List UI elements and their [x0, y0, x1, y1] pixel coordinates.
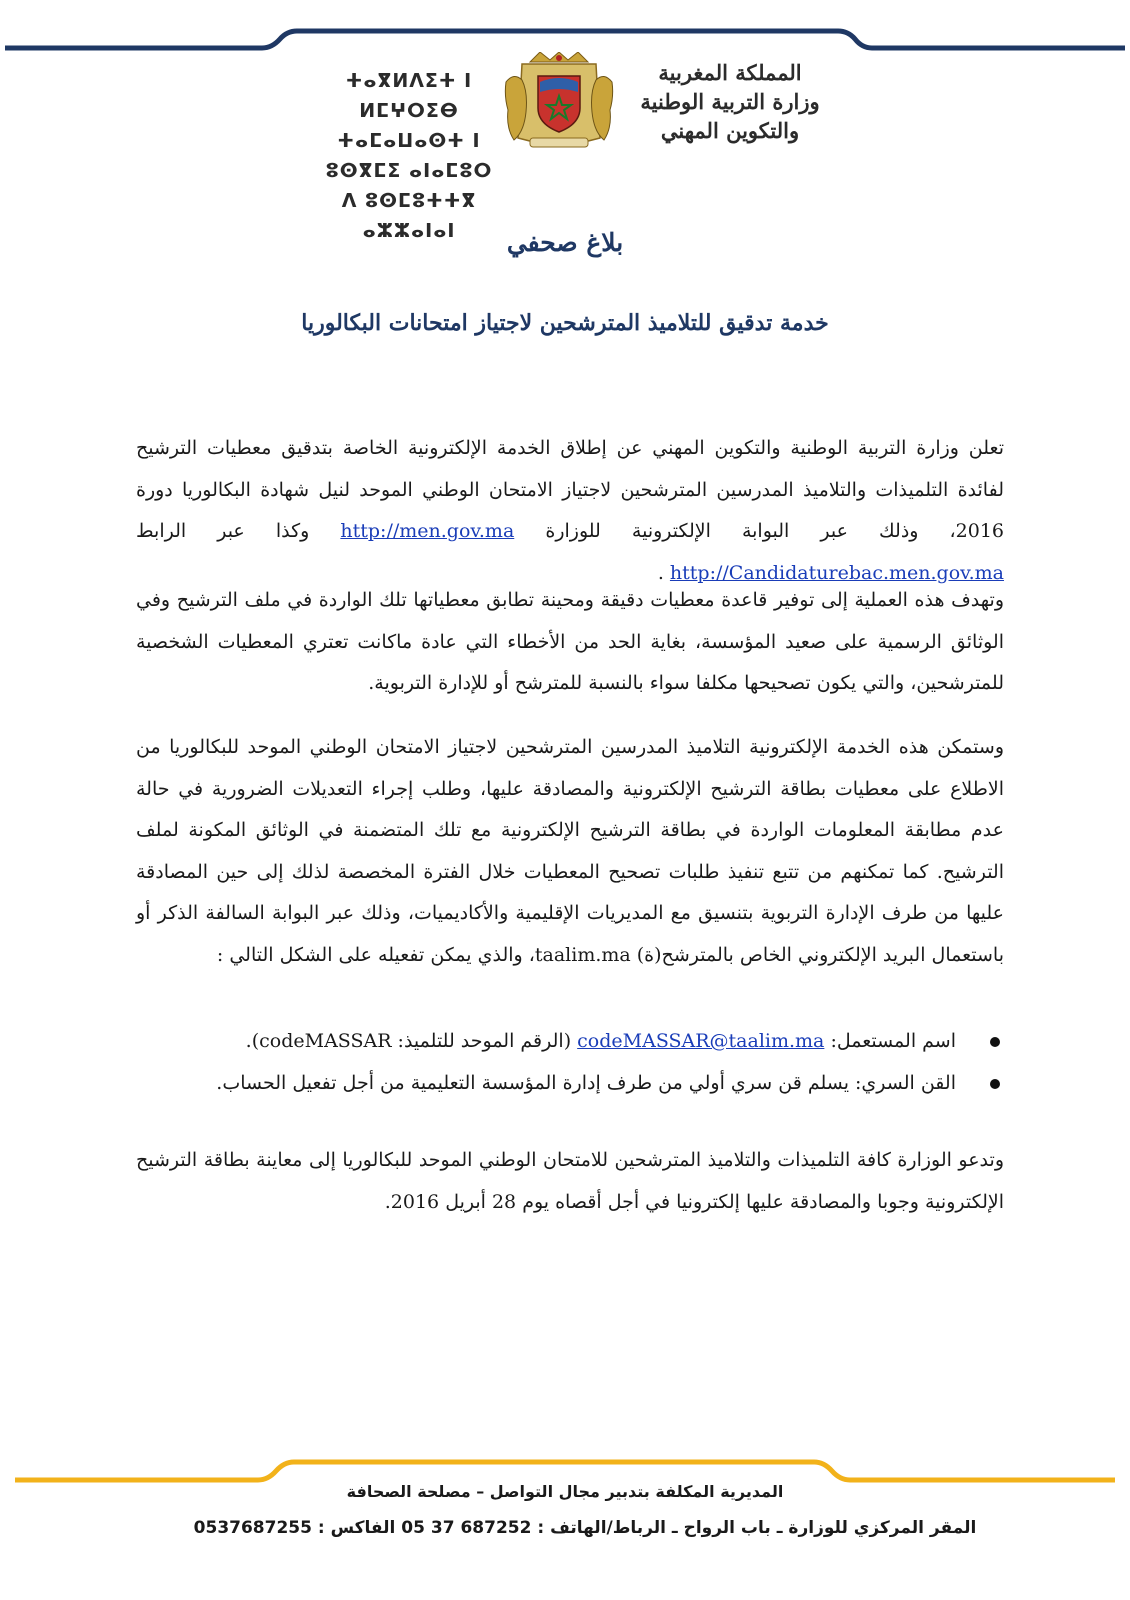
page-title: بلاغ صحفي [506, 228, 624, 257]
username-label: اسم المستعمل: [830, 1030, 956, 1052]
account-bullet-list [136, 1020, 1004, 1104]
announcement-connector: وكذا عبر الرابط [136, 520, 310, 542]
bullet-dot [990, 1079, 1000, 1089]
candidature-link[interactable]: http://Candidaturebac.men.gov.ma [669, 561, 1004, 584]
bullet-dot [990, 1037, 1000, 1047]
ministry-portal-link[interactable]: http://men.gov.ma [340, 520, 515, 542]
tifinagh-ministry-name: ⵜⴰⴳⵍⴷⵉⵜ ⵏ ⵍⵎⵖⵔⵉⴱ ⵜⴰⵎⴰⵡⴰⵙⵜ ⵏ ⵓⵙⴳⵎⵉ ⴰⵏⴰⵎⵓⵔ ⴷ ⵓⵙⵎⵓⵜⵜⴳ ⴰⵣⵣⴰⵏⴰⵏ [325, 70, 493, 242]
ministry-name-arabic: المملكة المغربية وزارة التربية الوطنية والتكوين المهني [640, 60, 820, 143]
footer-rule [0, 1458, 1130, 1484]
paragraph-announcement [136, 428, 1004, 594]
header-rule [0, 28, 1130, 54]
list-item [136, 1062, 956, 1104]
paragraph-call-to-action: وتدعو الوزارة كافة التلميذات والتلاميذ المترشحين للامتحان الوطني الموحد للبكالوريا إلى معاينة بطاقة الترشيح الإلكترونية وجوبا والمصادقة عليها إلكترونيا في أجل أقصاه يوم 28 أبريل 2016. [136, 1149, 1004, 1213]
password-text: القن السري: يسلم قن سري أولي من طرف إدارة المؤسسة التعليمية من أجل تفعيل الحساب. [216, 1072, 956, 1094]
paragraph-service-details: وستمكن هذه الخدمة الإلكترونية التلاميذ المدرسين المترشحين لاجتياز الامتحان الوطني الموحد للبكالوريا من الاطلاع على معطيات بطاقة الترشيح الإلكترونية والمصادقة عليها، وطلب إجراء التعديلات الضرورية في حالة عدم مطابقة المعلومات الواردة في بطاقة الترشيح الإلكترونية مع تلك المتضمنة في الوثائق المكونة لملف الترشيح. كما تمكنهم من تتبع تنفيذ طلبات تصحيح المعطيات خلال الفترة المخصصة لذلك إلى حين المصادقة عليها من طرف الإدارة التربوية بتنسيق مع المديريات الإقليمية والأكاديميات، وذلك عبر البوابة السالفة الذكر أو باستعمال البريد الإلكتروني الخاص بالمترشح(ة) taalim.ma، والذي يمكن تفعيله على الشكل التالي : [136, 736, 1004, 966]
page-subtitle: خدمة تدقيق للتلاميذ المترشحين لاجتياز امتحانات البكالوريا [301, 310, 829, 336]
footer-address-contact: المقر المركزي للوزارة ـ باب الرواح ـ الرباط/الهاتف : 687252 37 05 الفاكس : 0537687255 [193, 1518, 977, 1538]
paragraph-objective: وتهدف هذه العملية إلى توفير قاعدة معطيات دقيقة ومحينة تطابق معطياتها تلك الواردة في ملف الترشيح وفي الوثائق الرسمية على صعيد المؤسسة، بغاية الحد من الأخطاء التي عادة ماكانت تعتري المعطيات الشخصية للمترشحين، والتي يكون تصحيحها مكلفا سواء بالنسبة للمترشح أو للإدارة التربوية. [136, 589, 1004, 694]
announcement-end: . [657, 561, 664, 584]
list-item [136, 1020, 956, 1062]
coat-of-arms-emblem [500, 52, 618, 152]
username-note: (الرقم الموحد للتلميذ: codeMASSAR). [245, 1030, 572, 1052]
username-email-link[interactable]: codeMASSAR@taalim.ma [577, 1030, 825, 1052]
announcement-text: تعلن وزارة التربية الوطنية والتكوين المهني عن إطلاق الخدمة الإلكترونية الخاصة بتدقيق معطيات الترشيح لفائدة التلميذات والتلاميذ المدرسين المترشحين لاجتياز الامتحان الوطني الموحد لنيل شهادة البكالوريا دورة 2016، وذلك عبر البوابة الإلكترونية للوزارة [136, 437, 1005, 542]
footer-department: المديرية المكلفة بتدبير مجال التواصل – مصلحة الصحافة [346, 1482, 784, 1501]
